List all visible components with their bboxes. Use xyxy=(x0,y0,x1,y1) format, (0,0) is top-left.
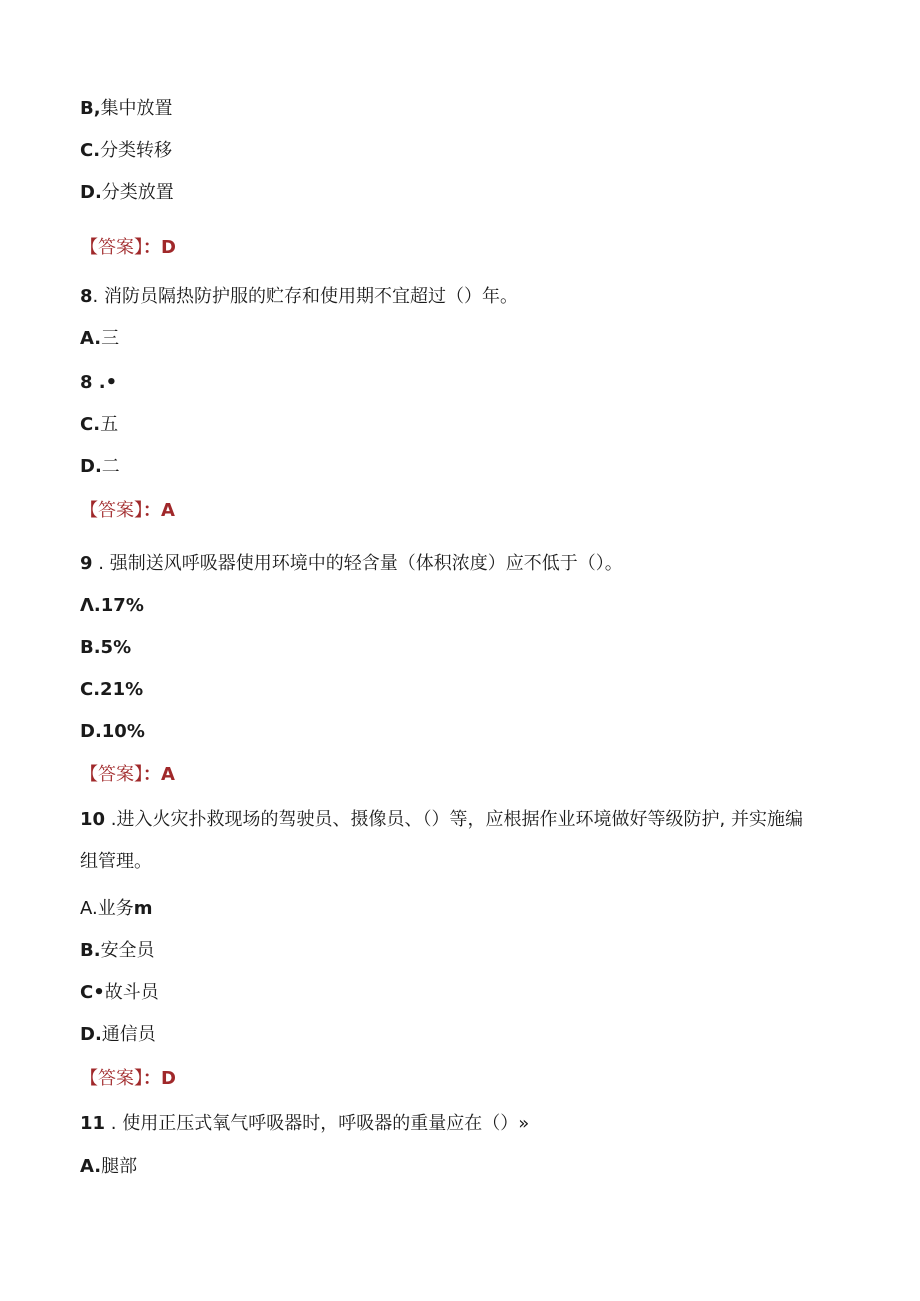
answer-label: 【答案】 xyxy=(80,500,143,521)
answer-value: D xyxy=(161,237,176,258)
option-text: Λ.17% xyxy=(80,595,144,616)
answer-sep: ： xyxy=(143,764,161,785)
option-text: C.21% xyxy=(80,679,144,700)
option-prefix: D. xyxy=(80,1024,102,1045)
option-c-line xyxy=(80,413,118,437)
question-number: 11 xyxy=(80,1113,106,1134)
option-a-line xyxy=(80,327,119,351)
option-prefix: C. xyxy=(80,140,101,161)
option-prefix: B. xyxy=(80,940,101,961)
answer-sep: ： xyxy=(143,237,161,258)
answer-line xyxy=(80,1067,176,1091)
question-text: . 使用正压式氧气呼吸器时，呼吸器的重量应在（）» xyxy=(105,1113,530,1134)
answer-value: A xyxy=(161,500,175,521)
option-a-line xyxy=(80,594,144,618)
option-text: 五 xyxy=(100,414,119,435)
answer-line xyxy=(80,499,175,523)
option-c-line xyxy=(80,139,172,163)
answer-line xyxy=(80,236,176,260)
option-text: D.10% xyxy=(80,721,145,742)
option-c-line xyxy=(80,981,159,1005)
option-b-line xyxy=(80,97,173,121)
option-prefix: C• xyxy=(80,982,105,1003)
answer-value: A xyxy=(161,764,175,785)
question-11 xyxy=(80,1112,529,1136)
option-d-line xyxy=(80,455,120,479)
option-b-line xyxy=(80,371,117,395)
question-9 xyxy=(80,552,623,576)
option-text: 分类放置 xyxy=(101,182,174,203)
option-prefix: D. xyxy=(80,456,102,477)
question-text: . 消防员隔热防护服的贮存和使用期不宜超过（）年。 xyxy=(92,286,518,307)
option-text: 二 xyxy=(101,456,120,477)
question-10 xyxy=(80,808,803,832)
option-text: A.业务 xyxy=(80,898,134,919)
question-number: 9 xyxy=(80,553,93,574)
answer-label: 【答案】 xyxy=(80,764,143,785)
option-text: 安全员 xyxy=(100,940,155,961)
answer-value: D xyxy=(161,1068,176,1089)
option-d-line xyxy=(80,720,145,744)
option-prefix: D. xyxy=(80,182,102,203)
option-text: 通信员 xyxy=(101,1024,156,1045)
option-text: 三 xyxy=(101,328,120,349)
answer-sep: ： xyxy=(143,500,161,521)
option-text: 分类转移 xyxy=(100,140,173,161)
answer-label: 【答案】 xyxy=(80,1068,143,1089)
question-number: 10 xyxy=(80,809,106,830)
option-b-line xyxy=(80,636,131,660)
question-10-continuation xyxy=(80,850,152,874)
answer-sep: ： xyxy=(143,1068,161,1089)
option-a-line xyxy=(80,897,152,921)
question-text: . 强制送风呼吸器使用环境中的轻含量（体积浓度）应不低于（）。 xyxy=(92,553,623,574)
option-b-line xyxy=(80,939,155,963)
option-prefix: A. xyxy=(80,1156,102,1177)
question-number: 8 xyxy=(80,286,93,307)
option-a-line xyxy=(80,1155,137,1179)
question-text: .进入火灾扑救现场的驾驶员、摄像员、（）等，应根据作业环境做好等级防护, 并实施编 xyxy=(105,809,803,830)
option-text: B.5% xyxy=(80,637,132,658)
option-prefix: B, xyxy=(80,98,101,119)
option-suffix: m xyxy=(133,898,153,919)
question-text: 组管理。 xyxy=(80,851,152,872)
option-text: .• xyxy=(92,372,118,393)
option-d-line xyxy=(80,181,174,205)
option-prefix: C. xyxy=(80,414,101,435)
question-8 xyxy=(80,285,518,309)
answer-line xyxy=(80,763,175,787)
option-text: 故斗员 xyxy=(104,982,159,1003)
option-prefix: A. xyxy=(80,328,102,349)
option-c-line xyxy=(80,678,143,702)
option-text: 腿部 xyxy=(101,1156,138,1177)
answer-label: 【答案】 xyxy=(80,237,143,258)
option-d-line xyxy=(80,1023,156,1047)
option-prefix: 8 xyxy=(80,372,93,393)
option-text: 集中放置 xyxy=(100,98,173,119)
